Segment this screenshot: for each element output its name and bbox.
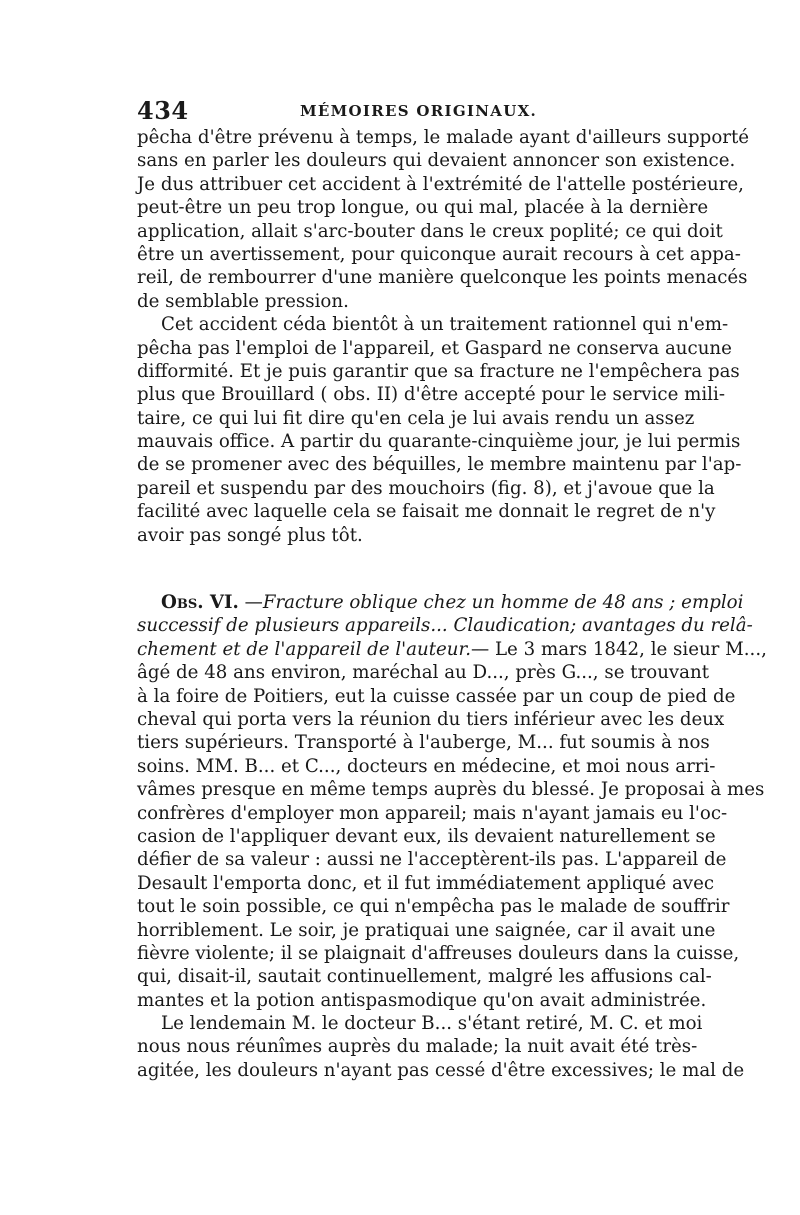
text-line: plus que Brouillard ( obs. II) d'être accepté pour le service mili- bbox=[137, 384, 725, 406]
paragraph-1 bbox=[137, 126, 750, 313]
text-line: reil, de rembourrer d'une manière quelconque les points menacés bbox=[137, 267, 748, 289]
running-title: MÉMOIRES ORIGINAUX. bbox=[300, 102, 538, 120]
observation-label: Obs. VI. bbox=[161, 592, 239, 614]
text-line: âgé de 48 ans environ, maréchal au D..., près G..., se trouvant bbox=[137, 662, 710, 684]
text-line: application, allait s'arc-bouter dans le creux poplité; ce qui doit bbox=[137, 220, 723, 242]
text-line: pêcha pas l'emploi de l'appareil, et Gaspard ne conserva aucune bbox=[137, 337, 732, 359]
text-line: Le lendemain M. le docteur B... s'étant retiré, M. C. et moi bbox=[161, 1013, 703, 1035]
observation-title-1: Fracture oblique chez un homme de 48 ans ; emploi bbox=[262, 592, 744, 614]
text-line: difformité. Et je puis garantir que sa fracture ne l'empêchera pas bbox=[137, 360, 740, 382]
text-line: horriblement. Le soir, je pratiquai une saignée, car il avait une bbox=[137, 919, 716, 941]
text-line: mantes et la potion antispasmodique qu'on avait administrée. bbox=[137, 989, 707, 1011]
text-line: nous nous réunîmes auprès du malade; la nuit avait été très- bbox=[137, 1036, 698, 1058]
text-line: Je dus attribuer cet accident à l'extrémité de l'attelle postérieure, bbox=[137, 173, 744, 195]
observation-vi bbox=[137, 591, 767, 1012]
observation-heading-line bbox=[137, 591, 744, 614]
text-line: qui, disait-il, sautait continuellement, malgré les affusions cal- bbox=[137, 966, 712, 988]
text-line: peut-être un peu trop longue, ou qui mal, placée à la dernière bbox=[137, 197, 709, 219]
page-body bbox=[137, 126, 767, 1082]
text-line: tiers supérieurs. Transporté à l'auberge, M... fut soumis à nos bbox=[137, 732, 710, 754]
text-line: mauvais office. A partir du quarante-cinquième jour, je lui permis bbox=[137, 431, 741, 453]
observation-title-2: successif de plusieurs appareils... Claudication; avantages du relâ- bbox=[137, 615, 753, 637]
page-number: 434 bbox=[137, 96, 189, 125]
text-line: de semblable pression. bbox=[137, 290, 349, 312]
text-line: agitée, les douleurs n'ayant pas cessé d'être excessives; le mal de bbox=[137, 1059, 745, 1081]
text-line: taire, ce qui lui fit dire qu'en cela je lui avais rendu un assez bbox=[137, 407, 695, 429]
text-line: confrères d'employer mon appareil; mais n'ayant jamais eu l'oc- bbox=[137, 802, 728, 824]
text-line: facilité avec laquelle cela se faisait me donnait le regret de n'y bbox=[137, 501, 716, 523]
observation-title-3: chement et de l'appareil de l'auteur. bbox=[137, 638, 471, 660]
text-line: pareil et suspendu par des mouchoirs (fig. 8), et j'avoue que la bbox=[137, 477, 715, 499]
text-line: casion de l'appliquer devant eux, ils devaient naturellement se bbox=[137, 825, 716, 847]
text-line: sans en parler les douleurs qui devaient annoncer son existence. bbox=[137, 150, 736, 172]
text-line: cheval qui porta vers la réunion du tiers inférieur avec les deux bbox=[137, 708, 725, 730]
section-spacer bbox=[137, 547, 665, 591]
observation-heading-line bbox=[137, 614, 753, 637]
paragraph-2 bbox=[137, 313, 742, 547]
page-header bbox=[137, 96, 667, 126]
text-line: être un avertissement, pour quiconque aurait recours à cet appa- bbox=[137, 243, 741, 265]
observation-dash: — bbox=[244, 592, 263, 614]
text-line: soins. MM. B... et C..., docteurs en médecine, et moi nous arri- bbox=[137, 755, 716, 777]
text-line: fièvre violente; il se plaignait d'affreuses douleurs dans la cuisse, bbox=[137, 942, 740, 964]
text-line: pêcha d'être prévenu à temps, le malade ayant d'ailleurs supporté bbox=[137, 127, 750, 148]
text-line: défier de sa valeur : aussi ne l'acceptèrent-ils pas. L'appareil de bbox=[137, 849, 727, 871]
observation-heading-line bbox=[137, 638, 767, 661]
text-line: de se promener avec des béquilles, le membre maintenu par l'ap- bbox=[137, 454, 742, 476]
observation-intro: — Le 3 mars 1842, le sieur M..., bbox=[471, 638, 767, 660]
text-line: à la foire de Poitiers, eut la cuisse cassée par un coup de pied de bbox=[137, 685, 736, 707]
text-line: avoir pas songé plus tôt. bbox=[137, 524, 363, 546]
text-line: vâmes presque en même temps auprès du blessé. Je proposai à mes bbox=[137, 779, 765, 801]
text-line: Cet accident céda bientôt à un traitement rationnel qui n'em- bbox=[161, 314, 729, 336]
text-line: tout le soin possible, ce qui n'empêcha pas le malade de souffrir bbox=[137, 896, 730, 918]
paragraph-4 bbox=[137, 1012, 745, 1082]
text-line: Desault l'emporta donc, et il fut immédiatement appliqué avec bbox=[137, 872, 715, 894]
